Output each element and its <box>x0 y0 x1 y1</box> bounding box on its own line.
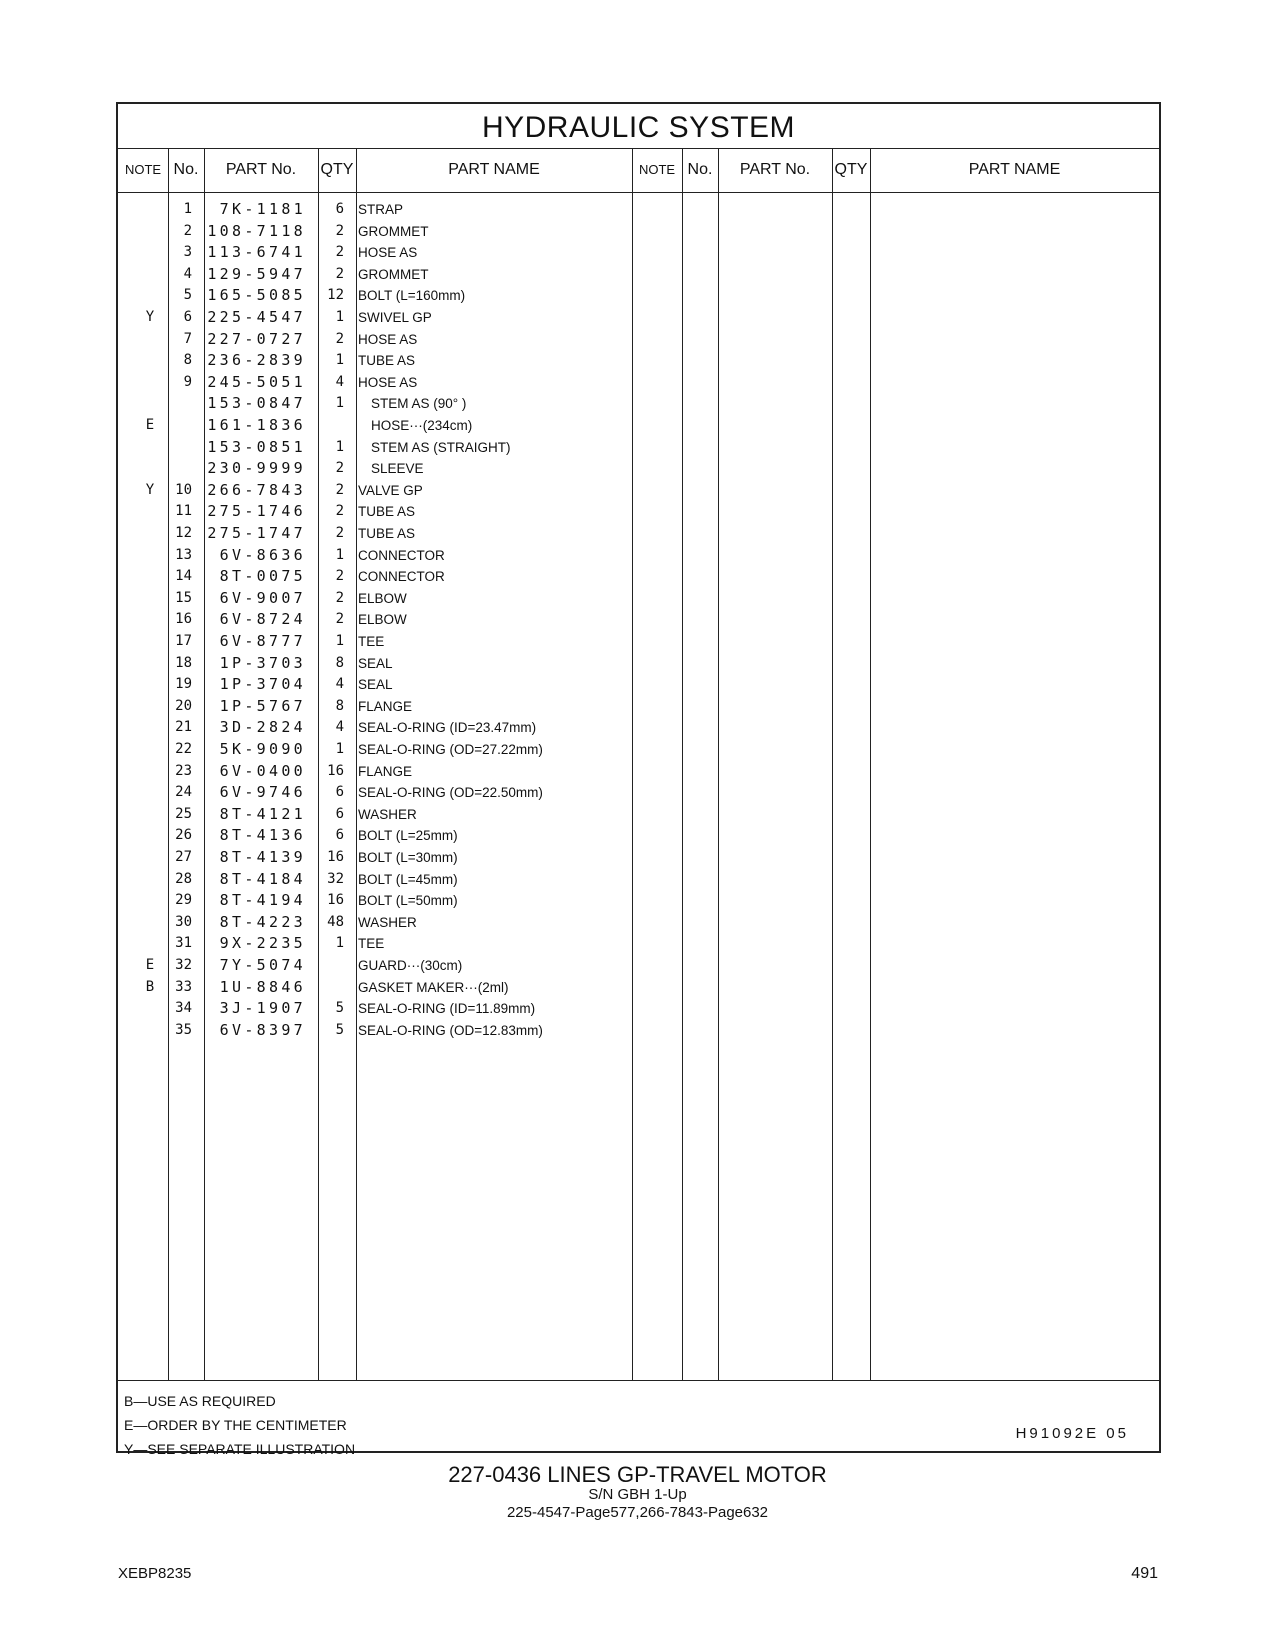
row-item-number: 24 <box>175 784 192 801</box>
row-note: Y <box>145 481 155 498</box>
col-partname-header-right: PART NAME <box>968 161 1061 178</box>
row-part-number: 6V-8397 <box>219 1020 306 1039</box>
col-note-header-right: NOTE <box>638 162 676 177</box>
row-part-name: CONNECTOR <box>358 569 445 585</box>
row-part-name: GASKET MAKER···(2ml) <box>358 979 509 995</box>
row-part-name: CONNECTOR <box>358 547 445 563</box>
row-quantity: 1 <box>335 395 344 412</box>
row-quantity: 1 <box>335 309 344 325</box>
row-part-number: 1U-8846 <box>219 977 306 996</box>
page-title: HYDRAULIC SYSTEM <box>118 104 1159 149</box>
row-item-number: 22 <box>175 741 192 757</box>
footnote-e: E—ORDER BY THE CENTIMETER <box>124 1417 347 1433</box>
row-item-number: 29 <box>175 892 192 909</box>
row-part-number: 6V-8636 <box>219 545 306 564</box>
row-note <box>140 588 160 609</box>
row-item-number: 13 <box>175 546 192 563</box>
row-note <box>140 847 160 868</box>
row-note <box>140 372 160 393</box>
row-item-number: 11 <box>175 503 192 520</box>
row-part-number: 8T-4223 <box>219 912 306 931</box>
row-part-name: SEAL <box>358 655 393 671</box>
row-part-name: BOLT (L=50mm) <box>358 893 458 909</box>
row-note <box>140 242 160 263</box>
row-quantity: 6 <box>335 827 344 844</box>
row-item-number: 20 <box>175 697 192 714</box>
row-note <box>140 609 160 630</box>
row-part-number: 6V-9007 <box>219 588 306 607</box>
row-part-name: WASHER <box>358 806 417 822</box>
row-part-number: 8T-4194 <box>219 891 306 910</box>
row-part-name: HOSE···(234cm) <box>371 418 473 433</box>
row-item-number: 14 <box>175 568 192 585</box>
row-item-number: 26 <box>175 827 192 844</box>
row-quantity: 2 <box>335 525 344 541</box>
row-note <box>140 696 160 717</box>
row-note <box>140 264 160 285</box>
row-note <box>140 545 160 566</box>
row-part-number: 245-5051 <box>207 372 306 391</box>
col-partno-header-right: PART No. <box>739 161 811 178</box>
row-item-number: 12 <box>175 525 192 541</box>
row-item-number: 23 <box>175 762 192 779</box>
row-quantity: 4 <box>335 719 344 736</box>
row-part-number: 1P-3704 <box>219 675 306 694</box>
row-quantity: 2 <box>335 481 344 498</box>
row-item-number: 28 <box>175 870 192 887</box>
row-part-name: ELBOW <box>358 612 407 628</box>
row-part-name: GROMMET <box>358 223 429 239</box>
row-part-number: 8T-4139 <box>219 848 306 866</box>
row-part-name: SWIVEL GP <box>358 310 432 325</box>
footnote-b: B—USE AS REQUIRED <box>124 1393 276 1409</box>
row-part-name: GROMMET <box>358 266 429 282</box>
row-part-name: TUBE AS <box>358 353 416 369</box>
row-part-name: BOLT (L=30mm) <box>358 850 458 865</box>
row-item-number: 25 <box>175 805 192 822</box>
row-part-number: 266-7843 <box>207 480 306 499</box>
row-note <box>140 393 160 414</box>
row-part-name: TEE <box>358 936 385 952</box>
row-item-number: 2 <box>183 222 192 239</box>
row-part-number: 6V-9746 <box>219 783 306 802</box>
row-part-number: 7K-1181 <box>219 200 306 218</box>
col-qty-header-right: QTY <box>834 161 868 178</box>
row-note <box>140 458 160 479</box>
row-item-number: 6 <box>183 309 192 325</box>
row-quantity: 5 <box>335 1021 344 1038</box>
row-quantity: 6 <box>335 201 344 217</box>
row-part-number: 236-2839 <box>207 351 306 370</box>
row-part-number: 8T-4184 <box>219 869 306 888</box>
row-note <box>140 717 160 738</box>
row-note <box>140 739 160 760</box>
column-divider <box>718 148 719 1380</box>
row-part-name: SLEEVE <box>371 461 424 477</box>
row-item-number: 1 <box>183 201 192 217</box>
row-note <box>140 501 160 522</box>
row-quantity: 12 <box>327 287 344 304</box>
row-part-name: TUBE AS <box>358 504 416 520</box>
row-note: Y <box>145 309 155 325</box>
row-part-number: 6V-8777 <box>219 632 306 650</box>
row-part-name: HOSE AS <box>358 245 418 261</box>
group-caption: 227-0436 LINES GP-TRAVEL MOTOR <box>448 1462 827 1487</box>
row-quantity: 6 <box>335 784 344 801</box>
row-item-number <box>166 437 192 458</box>
row-quantity: 4 <box>335 373 344 390</box>
row-item-number <box>166 415 192 436</box>
row-quantity: 48 <box>327 913 344 930</box>
row-note <box>140 523 160 544</box>
row-quantity: 2 <box>335 222 344 239</box>
row-item-number: 10 <box>175 481 192 498</box>
row-item-number: 9 <box>183 373 192 390</box>
row-part-name: BOLT (L=45mm) <box>358 871 458 887</box>
row-part-name: STEM AS (STRAIGHT) <box>371 439 511 455</box>
column-header-row <box>118 148 1159 193</box>
row-part-number: 230-9999 <box>207 459 306 478</box>
row-part-name: HOSE AS <box>358 331 418 347</box>
row-note <box>140 221 160 242</box>
row-note: E <box>145 417 155 433</box>
row-part-name: TEE <box>358 634 385 649</box>
row-part-number: 275-1746 <box>207 502 306 521</box>
row-part-name: ELBOW <box>358 590 407 606</box>
row-part-number: 275-1747 <box>207 524 306 542</box>
row-part-name: SEAL-O-RING (OD=22.50mm) <box>358 785 543 801</box>
row-note <box>140 825 160 846</box>
row-item-number: 30 <box>175 913 192 930</box>
row-note <box>140 285 160 306</box>
row-part-name: WASHER <box>358 914 417 930</box>
row-item-number: 3 <box>183 244 192 261</box>
row-item-number: 16 <box>175 611 192 628</box>
row-part-number: 1P-3703 <box>219 653 306 672</box>
parts-table <box>116 102 1161 1457</box>
row-quantity: 2 <box>335 568 344 585</box>
row-note: B <box>145 978 155 995</box>
column-divider <box>356 148 357 1380</box>
row-item-number: 4 <box>183 265 192 282</box>
row-part-number: 8T-4136 <box>219 826 306 845</box>
row-part-number: 9X-2235 <box>219 934 306 953</box>
row-part-number: 5K-9090 <box>219 740 306 758</box>
row-item-number: 17 <box>175 633 192 649</box>
row-part-number: 3J-1907 <box>219 999 306 1018</box>
row-part-number: 153-0851 <box>207 437 306 456</box>
row-quantity: 2 <box>335 611 344 628</box>
row-note <box>140 329 160 350</box>
row-part-name: FLANGE <box>358 698 413 714</box>
row-quantity <box>310 415 344 436</box>
row-quantity <box>310 955 344 976</box>
row-item-number: 5 <box>183 287 192 304</box>
row-part-name: SEAL-O-RING (ID=11.89mm) <box>358 1001 536 1017</box>
table-footer <box>118 1380 1159 1457</box>
row-part-number: 6V-0400 <box>219 761 306 780</box>
row-part-number: 8T-0075 <box>219 567 306 586</box>
row-part-number: 227-0727 <box>207 329 306 348</box>
row-quantity: 6 <box>335 805 344 822</box>
row-quantity: 1 <box>335 935 344 952</box>
row-part-number: 225-4547 <box>207 308 306 326</box>
col-partno-header-left: PART No. <box>225 161 297 178</box>
row-item-number: 21 <box>175 719 192 736</box>
row-note <box>140 761 160 782</box>
row-part-name: FLANGE <box>358 763 413 779</box>
row-part-name: VALVE GP <box>358 482 423 498</box>
row-item-number: 18 <box>175 654 192 671</box>
col-note-header-left: NOTE <box>124 162 162 177</box>
row-part-number: 153-0847 <box>207 394 306 413</box>
row-part-name: SEAL-O-RING (ID=23.47mm) <box>358 720 537 736</box>
row-note <box>140 566 160 587</box>
row-quantity: 16 <box>327 849 344 865</box>
row-note <box>140 674 160 695</box>
row-part-number: 1P-5767 <box>219 696 306 715</box>
row-note <box>140 437 160 458</box>
illustration-code: H91092E 05 <box>1015 1425 1129 1442</box>
document-id: XEBP8235 <box>118 1565 192 1582</box>
row-part-number: 165-5085 <box>207 286 306 305</box>
column-divider <box>870 148 871 1380</box>
row-note <box>140 890 160 911</box>
row-note <box>140 912 160 933</box>
row-quantity: 1 <box>335 352 344 369</box>
row-part-name: SEAL-O-RING (OD=27.22mm) <box>358 742 543 757</box>
row-part-name: SEAL <box>358 677 393 693</box>
row-item-number: 31 <box>175 935 192 952</box>
row-quantity: 1 <box>335 741 344 757</box>
row-part-name: BOLT (L=160mm) <box>358 288 466 304</box>
row-note <box>140 998 160 1019</box>
row-note <box>140 804 160 825</box>
row-quantity: 5 <box>335 1000 344 1017</box>
row-quantity: 32 <box>327 870 344 887</box>
row-quantity <box>310 977 344 998</box>
row-item-number: 33 <box>175 978 192 995</box>
footnote-y: Y—SEE SEPARATE ILLUSTRATION <box>124 1441 356 1457</box>
row-quantity: 1 <box>335 633 344 649</box>
row-part-name: HOSE AS <box>358 374 418 390</box>
row-part-number: 129-5947 <box>207 264 306 283</box>
row-item-number: 19 <box>175 676 192 693</box>
row-part-number: 3D-2824 <box>219 718 306 737</box>
row-quantity: 16 <box>327 762 344 779</box>
column-divider <box>682 148 683 1380</box>
row-part-name: STRAP <box>358 202 404 217</box>
row-quantity: 1 <box>335 546 344 563</box>
row-item-number: 27 <box>175 849 192 865</box>
row-quantity: 4 <box>335 676 344 693</box>
col-partname-header-left: PART NAME <box>448 161 540 178</box>
row-quantity: 2 <box>335 265 344 282</box>
column-divider <box>832 148 833 1380</box>
row-part-number: 7Y-5074 <box>219 956 306 974</box>
row-note: E <box>145 957 155 973</box>
column-divider <box>632 148 633 1380</box>
row-quantity: 16 <box>327 892 344 909</box>
row-note <box>140 1020 160 1041</box>
row-item-number: 8 <box>183 352 192 369</box>
row-part-name: GUARD···(30cm) <box>358 958 463 973</box>
row-quantity: 8 <box>335 654 344 671</box>
row-part-name: SEAL-O-RING (OD=12.83mm) <box>358 1022 543 1038</box>
row-item-number <box>166 393 192 414</box>
row-quantity: 2 <box>335 244 344 261</box>
row-note <box>140 869 160 890</box>
col-qty-header-left: QTY <box>320 161 354 178</box>
row-quantity: 8 <box>335 697 344 714</box>
col-no-header-right: No. <box>687 161 713 178</box>
row-item-number: 35 <box>175 1021 192 1038</box>
serial-range: S/N GBH 1-Up <box>588 1486 687 1503</box>
row-part-number: 108-7118 <box>207 221 306 240</box>
col-no-header-left: No. <box>173 161 199 178</box>
row-part-name: BOLT (L=25mm) <box>358 828 458 844</box>
row-part-name: TUBE AS <box>358 526 416 541</box>
row-note <box>140 631 160 652</box>
row-part-number: 161-1836 <box>207 416 306 434</box>
row-item-number: 7 <box>183 330 192 347</box>
row-note <box>140 350 160 371</box>
page-references: 225-4547-Page577,266-7843-Page632 <box>506 1504 769 1521</box>
row-quantity: 1 <box>335 438 344 455</box>
row-item-number: 32 <box>175 957 192 973</box>
row-item-number <box>166 458 192 479</box>
row-quantity: 2 <box>335 330 344 347</box>
row-note <box>140 199 160 220</box>
row-quantity: 2 <box>335 460 344 477</box>
row-note <box>140 933 160 954</box>
row-quantity: 2 <box>335 503 344 520</box>
row-part-name: STEM AS (90° ) <box>371 396 467 412</box>
page-number: 491 <box>1131 1565 1158 1582</box>
row-part-number: 6V-8724 <box>219 610 306 629</box>
row-quantity: 2 <box>335 589 344 606</box>
row-part-number: 8T-4121 <box>219 804 306 823</box>
row-item-number: 34 <box>175 1000 192 1017</box>
row-part-number: 113-6741 <box>207 243 306 262</box>
row-note <box>140 653 160 674</box>
row-item-number: 15 <box>175 589 192 606</box>
row-note <box>140 782 160 803</box>
